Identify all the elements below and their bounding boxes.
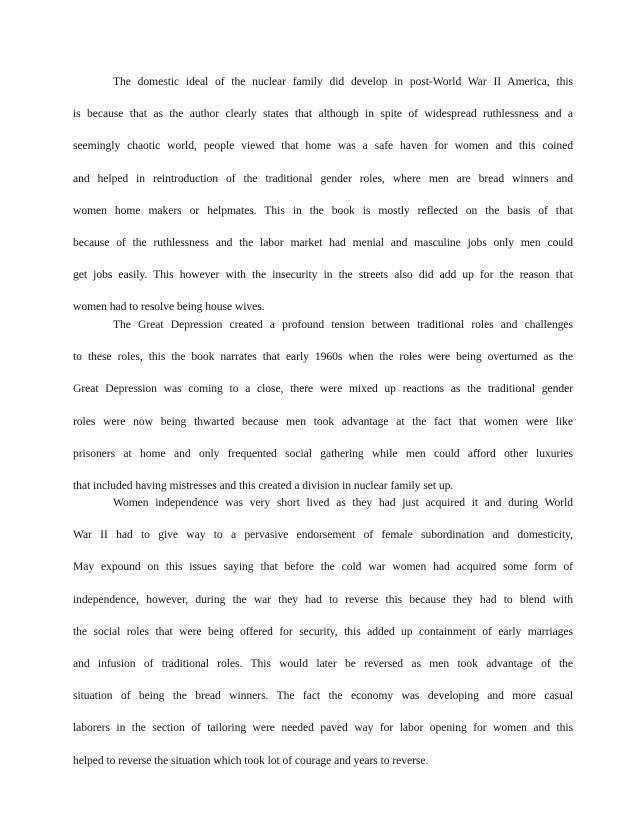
paragraph-line: independence, however, during the war they had to reverse this because they had to blend with [73,592,573,606]
paragraph-line: and infusion of traditional roles. This would later be reversed as men took advantage of the [73,656,573,670]
paragraph-line: Great Depression was coming to a close, there were mixed up reactions as the traditional gender [73,382,573,396]
paragraph-line: roles were now being thwarted because men took advantage at the fact that women were like [73,414,573,428]
paragraph-line: The domestic ideal of the nuclear family did develop in post-World War II America, this [113,75,573,88]
paragraph-line: prisoners at home and only frequented social gathering while men could afford other luxuries [73,446,573,460]
paragraph-line: get jobs easily. This however with the insecurity in the streets also did add up for the reason that [73,268,573,282]
paragraph-line: because of the ruthlessness and the labor market had menial and masculine jobs only men could [73,235,573,249]
paragraph-line: May expound on this issues saying that before the cold war women had acquired some form of [73,560,573,574]
paragraph-line: laborers in the section of tailoring were needed paved way for labor opening for women and this [73,721,573,735]
paragraph-line: helped to reverse the situation which took lot of courage and years to reverse. [73,753,429,767]
paragraph-line: The Great Depression created a profound tension between traditional roles and challenges [113,318,573,331]
paragraph-3 [73,487,573,777]
paragraph-line: women home makers or helpmates. This in the book is mostly reflected on the basis of that [73,203,573,217]
paragraph-line: seemingly chaotic world, people viewed that home was a safe haven for women and this coined [73,139,573,153]
paragraph-line: and helped in reintroduction of the traditional gender roles, where men are bread winners and [73,171,573,185]
paragraph-line: that included having mistresses and this created a division in nuclear family set up. [73,478,454,492]
paragraph-2 [73,309,573,502]
paragraph-line: Women independence was very short lived as they had just acquired it and during World [113,496,573,509]
paragraph-1 [73,66,573,324]
paragraph-line: is because that as the author clearly states that although in spite of widespread ruthlessness and a [73,107,573,121]
paragraph-line: women had to resolve being house wives. [73,300,265,314]
paragraph-line: the social roles that were being offered for security, this added up containment of early marriages [73,624,573,638]
paragraph-line: War II had to give way to a pervasive endorsement of female subordination and domesticity, [73,528,573,542]
paragraph-line: to these roles, this the book narrates that early 1960s when the roles were being overturned as the [73,350,573,364]
paragraph-line: situation of being the bread winners. The fact the economy was developing and more casual [73,689,573,703]
